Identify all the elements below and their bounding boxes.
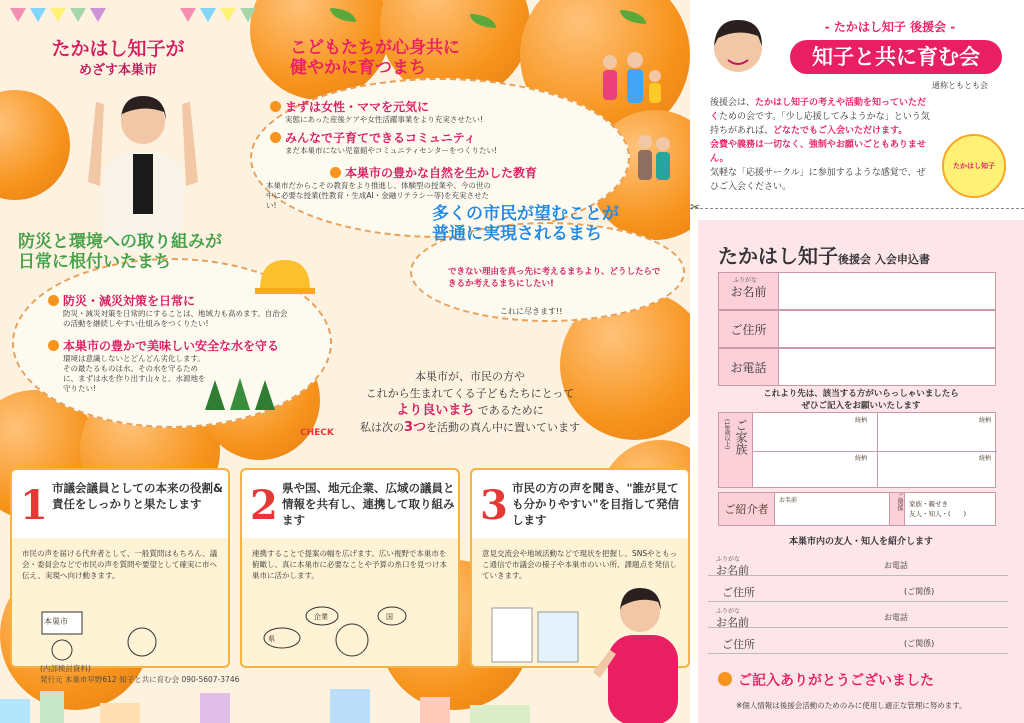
- heading-line2: 日常に根付いたまち: [18, 252, 171, 272]
- bubble-citizens-note: これに尽きます!!: [500, 307, 563, 316]
- center-line1: 本巣市が、市民の方や: [415, 370, 525, 383]
- family-illustration: [590, 48, 670, 118]
- heading-line1: こどもたちが心身共に: [290, 38, 460, 58]
- heading-line2: 普通に実現されるまち: [432, 224, 602, 244]
- footer-publisher: 発行元 本巣市早野612 知子と共に育む会 090-5607-3746: [40, 675, 240, 684]
- family-field[interactable]: ご家族 (18歳以上) 続柄 続柄 続柄 続柄: [718, 412, 996, 488]
- name-field[interactable]: お名前 ふりがな: [718, 272, 996, 310]
- list-item-desc: まだ本巣市にない児童館やコミュニティセンターをつくりたい!: [285, 146, 497, 155]
- list-item-desc: 環境は意識しないとどんどん劣化します。その最たるものは水。その水を守るために、まずは水を作り出す山々と、水源地を守りたい!: [63, 354, 206, 393]
- elderly-illustration: [630, 130, 675, 190]
- privacy-note: ※個人情報は後援会活動のためのみに使用し適正な管理に努めます。: [736, 701, 967, 710]
- list-item-desc: 実態にあった産後ケアや女性活躍事業をより充実させたい!: [285, 115, 483, 124]
- cooperation-illustration: [252, 602, 452, 664]
- card-number: 2: [250, 482, 278, 529]
- title-line2: めざす本巣市: [78, 63, 157, 78]
- card-heading: 市議会議員としての本来の役割&責任をしっかりと果たします: [52, 481, 224, 511]
- friend2-name-field[interactable]: ふりがな お名前 お電話: [708, 608, 1008, 628]
- list-item-title: まずは女性・ママを元気に: [270, 98, 580, 115]
- supporter-kicker: - たかはし知子 後援会 -: [824, 20, 956, 34]
- orange-icon: [718, 672, 732, 686]
- card-body: 市民の声を届ける代弁者として、一般質問はもちろん、議会・委員会などで市民の声を質問や要望として確実に市へ伝え、実現へ向け動きます。: [22, 549, 218, 580]
- list-item-title: 本巣市の豊かな自然を生かした教育: [330, 164, 610, 181]
- page-title: [38, 38, 198, 82]
- list-item-title: みんなで子育てできるコミュニティ: [270, 129, 580, 146]
- card-heading: 市民の方の声を聞き、"誰が見ても分かりやすい"を目指して発信します: [512, 481, 679, 527]
- card-body: 意見交流会や地域活動などで現状を把握し、SNSやともっこ通信で市議会の様子や本巣市のいい所、課題点を発信していきます。: [482, 549, 678, 580]
- center-message: [300, 368, 640, 436]
- commitment-card-1: [10, 468, 230, 668]
- bubble-citizens-heading: [432, 204, 619, 244]
- center-line3: より良いまち であるために: [396, 403, 544, 418]
- thanks-text: ご記入ありがとうございました: [738, 673, 934, 689]
- friend1-address-field[interactable]: ご住所 (ご関係): [708, 582, 1008, 602]
- badge-logo: たかはし知子: [942, 134, 1006, 198]
- heading-line2: 健やかに育つまち: [290, 58, 426, 78]
- nickname: 通称ともとも会: [932, 81, 988, 90]
- helmet-icon: [250, 250, 320, 310]
- orange-decoration: [0, 90, 70, 200]
- card-heading: 県や国、地元企業、広域の議員と情報を共有し、連携して取り組みます: [282, 481, 455, 527]
- scissors-icon: ✂: [690, 200, 701, 214]
- card-body: 連携することで提案の幅を広げます。広い視野で本巣市を俯瞰し、真に本巣市に必要なことや予算の糸口を見つけ本巣市に活かします。: [252, 549, 447, 580]
- friend1-name-field[interactable]: ふりがな お名前 お電話: [708, 556, 1008, 576]
- title-line1: たかはし知子が: [51, 38, 185, 60]
- list-item-desc: 防災・減災対策を日常的にすることは、地域力も高めます。自治会の活動を継続しやすい仕組みをつくりたい!: [63, 309, 288, 328]
- sign-label: 県: [268, 635, 275, 643]
- check-label: CHECK: [300, 428, 334, 438]
- bubble-disaster-heading: [18, 232, 222, 272]
- sign-label: 本巣市: [44, 617, 68, 626]
- list-item-title: 防災・減災対策を日常に: [48, 292, 298, 309]
- trees-icon: [195, 370, 305, 420]
- candidate-photo: [78, 82, 208, 252]
- introducer-field[interactable]: ご紹介者 お名前 ご関係 家族・親せき 友人・知人・( ): [718, 492, 996, 526]
- footer-info: [40, 663, 239, 685]
- list-item-desc: 本巣市だからこその教育をより推進し、体験型の授業や、今の世の中に必要な授業(性教育・生成AI・金融リテラシー等)を充実させたい!: [266, 181, 491, 210]
- friend2-address-field[interactable]: ご住所 (ご関係): [708, 634, 1008, 654]
- heading-line1: 多くの市民が望むことが: [432, 204, 619, 224]
- intro-text: 後援会は、たかはし知子の考えや活動を知っていただくための会です。「少し応援してみようかな」という気持ちがあれば、どなたでもご入会いただけます。 会費や義務は一切なく、強制やお願いごともありません。 気軽な「応援サークル」に参加するような感覚で、ぜひご入会ください。: [710, 98, 930, 192]
- sign-label: 企業: [314, 613, 328, 621]
- heading-line1: 防災と環境への取り組みが: [18, 232, 222, 252]
- family-note: これより先は、該当する方がいらっしゃいましたら ぜひご記入をお願いいたします: [763, 389, 959, 411]
- address-field[interactable]: ご住所: [718, 310, 996, 348]
- bubble-children-heading: [290, 38, 460, 78]
- supporter-group-title: 知子と共に育む会: [790, 40, 1002, 74]
- bubble-citizens-desc: できない理由を真っ先に考えるまちより、どうしたらできるか考えるまちにしたい!: [448, 267, 661, 289]
- cut-line: [690, 208, 1024, 209]
- footer-note: (内部検討資料): [40, 664, 91, 673]
- council-illustration: [22, 602, 222, 664]
- sign-label: 国: [386, 613, 393, 621]
- item-list: [270, 98, 580, 160]
- card-number: 1: [20, 482, 48, 529]
- center-line4: 私は次の3つを活動の真ん中に置いています: [359, 420, 581, 435]
- cityscape-decoration: [0, 683, 690, 723]
- form-title: たかはし知子後援会 入会申込書: [718, 244, 930, 268]
- supporter-portrait: [708, 16, 768, 84]
- bunting-decoration: [0, 0, 690, 40]
- center-line2: これから生まれてくる子どもたちにとって: [365, 387, 575, 400]
- commitment-card-2: [240, 468, 460, 668]
- phone-field[interactable]: お電話: [718, 348, 996, 386]
- friends-heading: 本巣市内の友人・知人を紹介します: [788, 537, 933, 547]
- card-number: 3: [480, 482, 508, 529]
- list-item-title: 本巣市の豊かで美味しい安全な水を守る: [48, 337, 298, 354]
